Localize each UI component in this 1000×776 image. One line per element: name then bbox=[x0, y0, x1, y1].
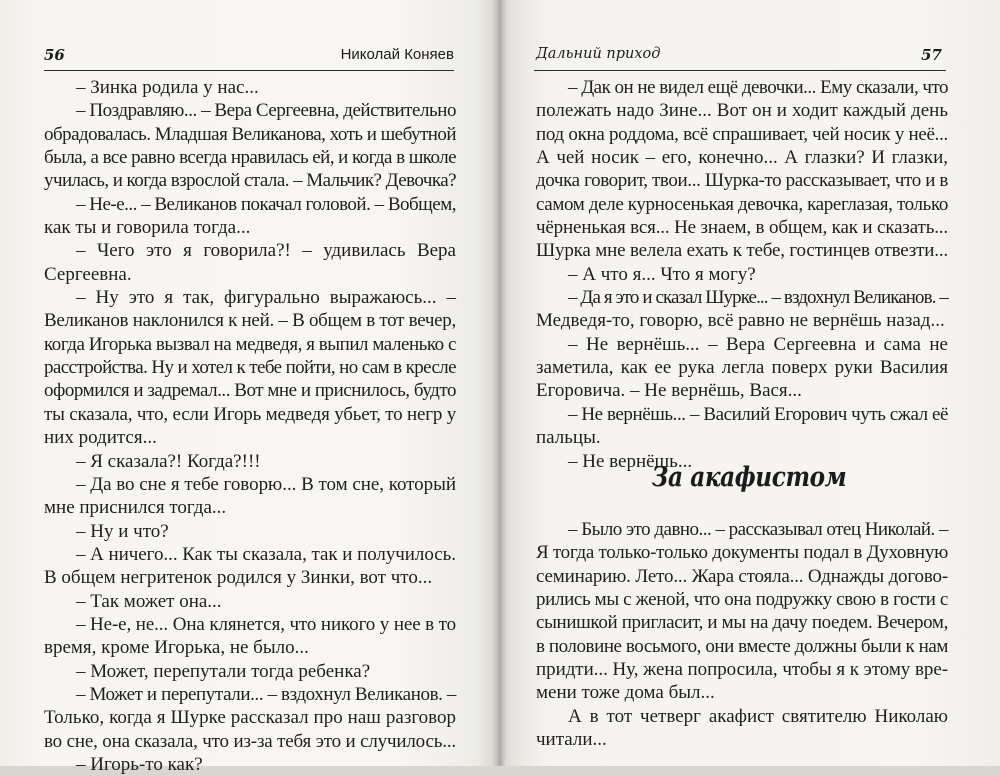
text-line: – Не вернёшь... – Вера Сергеевна и сама не bbox=[568, 333, 948, 355]
right-page bbox=[498, 0, 1000, 766]
left-page bbox=[0, 0, 498, 775]
text-line: – А ничего... Как ты сказала, так и получилось. bbox=[76, 543, 456, 565]
chapter-title: За акафистом bbox=[651, 462, 847, 493]
text-line: Сергеевна. bbox=[44, 263, 132, 285]
text-line: Шурка мне велела ехать к тебе, гостинцев отвезти... bbox=[536, 240, 948, 262]
text-line: А чей носик – его, конечно... А глазки? И глазки, bbox=[536, 147, 948, 169]
text-line: – Не-е... – Великанов покачал головой. – Вобщем, bbox=[76, 193, 456, 215]
text-line: как ты и говорила тогда... bbox=[44, 217, 251, 239]
text-line: ты сказала, что, если Игорь медведя убьет, то негр у bbox=[44, 403, 457, 425]
text-line: Егоровича. – Не вернёшь, Вася... bbox=[536, 380, 802, 402]
chapter-text-line: читали... bbox=[536, 729, 607, 751]
text-line: – Я сказала?! Когда?!!! bbox=[76, 450, 261, 472]
left-page-header bbox=[44, 40, 454, 71]
text-line: них родится... bbox=[44, 427, 157, 449]
chapter-text-line: сынишкой пригласит, и мы на дачу поедем. Вечером, bbox=[536, 612, 948, 634]
chapter-text-line: рились мы с женой, что она подружку свою в гости с bbox=[536, 589, 948, 611]
text-line: – Да во сне я тебе говорю... В том сне, который bbox=[76, 473, 456, 495]
left-page-number: 56 bbox=[44, 46, 65, 64]
text-line: полежать надо Зине... Вот он и ходит каждый день bbox=[536, 100, 948, 122]
chapter-text-line: семинарию. Лето... Жара стояла... Однажды догово- bbox=[536, 565, 948, 587]
book-gutter bbox=[492, 0, 506, 766]
text-line: – Не вернёшь... bbox=[568, 450, 693, 472]
text-line: заметила, как ее рука легла поверх руки Василия bbox=[536, 357, 948, 379]
chapter-text-line: мени тоже дома был... bbox=[536, 682, 715, 704]
right-running-head: Дальний приход bbox=[536, 46, 661, 62]
chapter-text-line: А в тот четверг акафист святителю Николаю bbox=[568, 705, 948, 727]
text-line: – Игорь-то как? bbox=[76, 753, 203, 775]
chapter-text-line: в половине восьмого, они вместе должны были к нам bbox=[536, 635, 948, 657]
text-line: пальцы. bbox=[536, 427, 601, 449]
text-line: – Не вернёшь... – Василий Егорович чуть сжал её bbox=[568, 403, 948, 425]
text-line: – Может и перепутали... – вздохнул Великанов. – bbox=[76, 683, 456, 705]
text-line: Медведя-то, говорю, всё равно не вернёшь назад... bbox=[536, 310, 945, 332]
text-line: во сне, она сказала, что из-за тебя это и случилось... bbox=[44, 730, 456, 752]
text-line: – Ну и что? bbox=[76, 520, 169, 542]
chapter-text-line: придти... Ну, жена попросила, чтобы я к этому вре- bbox=[536, 659, 948, 681]
text-line: – Так может она... bbox=[76, 590, 222, 612]
text-line: – Ну это я так, фигурально выражаюсь... – bbox=[76, 287, 456, 309]
left-running-head: Николай Коняев bbox=[340, 46, 454, 63]
text-line: когда Игорька вызвал на медведя, я выпил маленько с bbox=[44, 333, 456, 355]
text-line: мне приснился тогда... bbox=[44, 497, 227, 519]
text-line: – Может, перепутали тогда ребенка? bbox=[76, 660, 371, 682]
text-line: обрадовалась. Младшая Великанова, хоть и шебутной bbox=[44, 123, 457, 145]
text-line: время, кроме Игорька, не было... bbox=[44, 637, 309, 659]
text-line: Великанов наклонился к ней. – В общем в тот вечер, bbox=[44, 310, 456, 332]
text-line: – Зинка родила у нас... bbox=[76, 77, 259, 98]
right-page-header bbox=[534, 40, 946, 71]
text-line: – Дак он не видел ещё девочки... Ему сказали, что bbox=[568, 77, 948, 98]
text-line: – Поздравляю... – Вера Сергеевна, действительно bbox=[76, 100, 456, 122]
text-line: – Чего это я говорила?! – удивилась Вера bbox=[76, 240, 456, 262]
right-page-body bbox=[536, 76, 948, 473]
text-line: В общем негритенок родился у Зинки, вот что... bbox=[44, 567, 433, 589]
text-line: – Не-е, не... Она клянется, что никого у нее в то bbox=[76, 613, 456, 635]
chapter-text-line: Я тогда только-только документы подал в Духовную bbox=[536, 542, 948, 564]
right-page-number: 57 bbox=[921, 46, 942, 64]
text-line: оформился и задремал... Вот мне и приснилось, будто bbox=[44, 380, 456, 402]
chapter-text-line: – Было это давно... – рассказывал отец Николай. – bbox=[568, 519, 948, 540]
text-line: училась, и когда взрослой стала. – Мальчик? Девочка? bbox=[44, 170, 456, 192]
chapter-body bbox=[536, 518, 948, 751]
text-line: – А что я... Что я могу? bbox=[568, 263, 756, 285]
text-line: чёрненькая вся... Не знаем, в общем, как и сказать... bbox=[536, 217, 948, 239]
text-line: самом деле курносенькая девочка, кареглазая, только bbox=[536, 193, 948, 215]
text-line: под окна роддома, всё спрашивает, чей носик у неё... bbox=[536, 123, 948, 145]
text-line: дочка говорит, твои... Шурка-то рассказывает, что и в bbox=[536, 170, 948, 192]
text-line: – Да я это и сказал Шурке... – вздохнул Великанов. – bbox=[568, 287, 948, 309]
text-line: Только, когда я Шурке рассказал про наш разговор bbox=[44, 707, 456, 729]
text-line: расстройства. Ну и хотел к тебе пойти, но сам в кресле bbox=[44, 357, 456, 379]
left-page-body bbox=[44, 76, 456, 776]
text-line: была, а все равно всегда нравилась ей, и когда в школе bbox=[44, 147, 456, 169]
